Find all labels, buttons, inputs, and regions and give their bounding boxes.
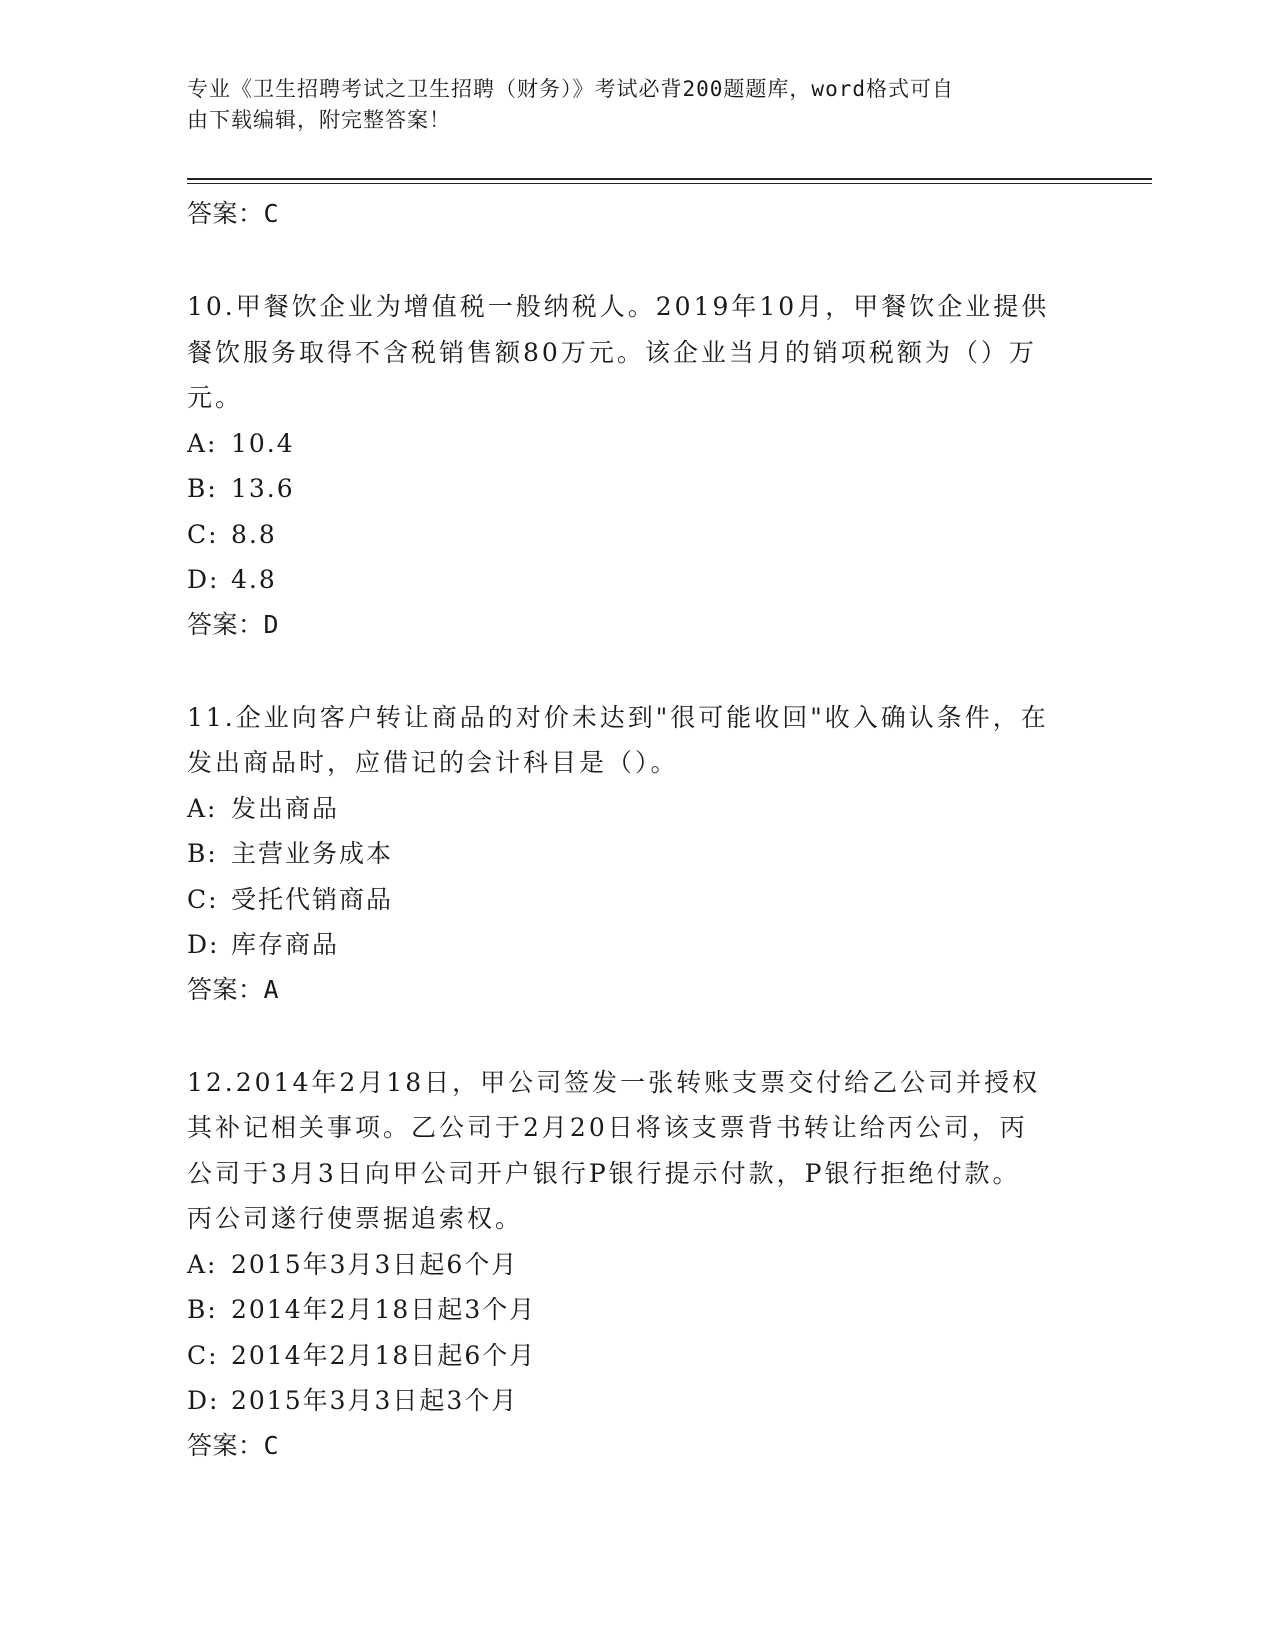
option-text: 2014年2月18日起6个月 xyxy=(231,1340,537,1370)
option-text: 4.8 xyxy=(231,565,277,594)
question-line: 10.甲餐饮企业为增值税一般纳税人。2019年10月，甲餐饮企业提供 xyxy=(187,292,1050,321)
spacer xyxy=(187,1012,1087,1060)
option-text: 2015年3月3日起3个月 xyxy=(231,1386,519,1415)
option-c xyxy=(187,877,1087,923)
option-label: B: xyxy=(187,839,218,868)
question-block xyxy=(187,1060,1087,1468)
option-b xyxy=(187,466,1087,512)
option-text: 主营业务成本 xyxy=(231,839,394,868)
option-d xyxy=(187,557,1087,603)
option-label: D: xyxy=(187,1386,220,1415)
option-label: C: xyxy=(187,1340,219,1370)
option-label: C: xyxy=(187,884,219,914)
header-divider-thin xyxy=(187,183,1152,184)
question-line: 发出商品时，应借记的会计科目是（）。 xyxy=(187,748,679,777)
question-block xyxy=(187,695,1087,1012)
option-text: 8.8 xyxy=(231,519,277,549)
question-line: 其补记相关事项。乙公司于2月20日将该支票背书转让给丙公司，丙 xyxy=(187,1113,1028,1142)
option-b xyxy=(187,1287,1087,1333)
option-label: A: xyxy=(187,428,218,458)
question-line: 公司于3月3日向甲公司开户银行P银行提示付款，P银行拒绝付款。 xyxy=(187,1158,1021,1188)
question-line: 丙公司遂行使票据追索权。 xyxy=(187,1204,524,1233)
question-line: 11.企业向客户转让商品的对价未达到"很可能收回"收入确认条件，在 xyxy=(187,702,1049,732)
document-header xyxy=(187,74,1067,136)
option-label: B: xyxy=(187,474,218,503)
option-label: D: xyxy=(187,930,220,959)
spacer xyxy=(187,647,1087,695)
question-answer: 答案：A xyxy=(187,974,280,1004)
option-text: 发出商品 xyxy=(231,793,340,823)
option-b xyxy=(187,831,1087,877)
question-answer: 答案：C xyxy=(187,1430,280,1460)
header-line-2: 由下载编辑，附完整答案！ xyxy=(187,108,451,132)
option-d xyxy=(187,1378,1087,1424)
question-answer: 答案：D xyxy=(187,609,280,639)
option-c xyxy=(187,512,1087,558)
previous-answer: 答案：C xyxy=(187,199,280,228)
option-d xyxy=(187,922,1087,968)
option-text: 库存商品 xyxy=(231,930,340,959)
header-line-1: 专业《卫生招聘考试之卫生招聘（财务）》考试必背200题题库，word格式可自 xyxy=(187,77,954,101)
document-content xyxy=(187,192,1087,1468)
option-text: 2015年3月3日起6个月 xyxy=(231,1249,519,1279)
question-block xyxy=(187,284,1087,647)
option-label: A: xyxy=(187,793,218,823)
option-a xyxy=(187,421,1087,467)
question-line: 餐饮服务取得不含税销售额80万元。该企业当月的销项税额为（）万 xyxy=(187,337,1037,367)
option-text: 13.6 xyxy=(231,474,295,503)
question-text xyxy=(187,695,1087,786)
option-c xyxy=(187,1333,1087,1379)
spacer xyxy=(187,236,1087,284)
option-a xyxy=(187,1242,1087,1288)
option-label: B: xyxy=(187,1295,218,1324)
option-a xyxy=(187,786,1087,832)
question-text xyxy=(187,284,1087,421)
question-line: 元。 xyxy=(187,383,244,412)
header-divider-thick xyxy=(187,178,1152,180)
option-text: 10.4 xyxy=(231,428,295,458)
option-text: 受托代销商品 xyxy=(231,884,394,914)
option-text: 2014年2月18日起3个月 xyxy=(231,1295,537,1324)
question-text xyxy=(187,1060,1087,1242)
option-label: A: xyxy=(187,1249,218,1279)
question-line: 12.2014年2月18日，甲公司签发一张转账支票交付给乙公司并授权 xyxy=(187,1067,1041,1097)
option-label: C: xyxy=(187,519,219,549)
option-label: D: xyxy=(187,565,220,594)
